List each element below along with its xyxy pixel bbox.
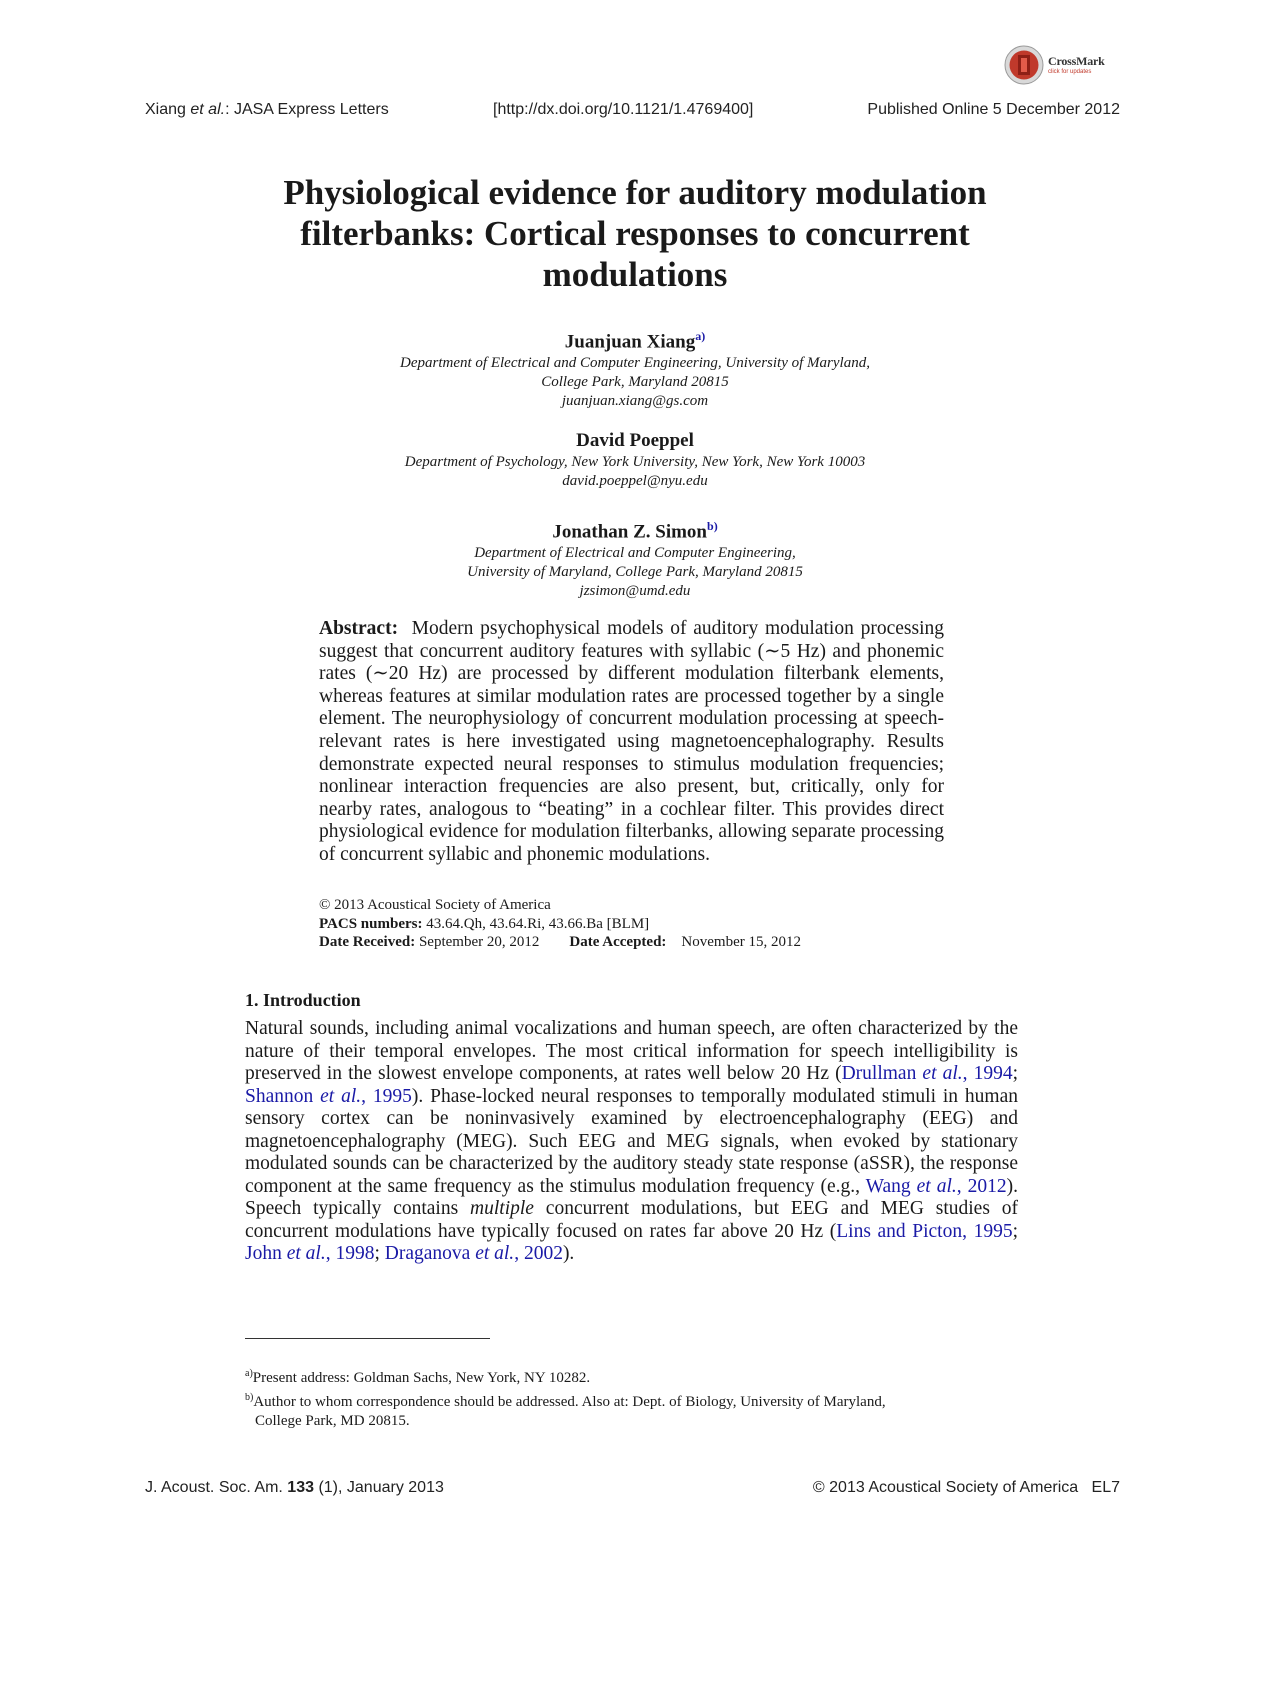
running-footer-journal: J. Acoust. Soc. Am. 133 (1), January 2013 <box>145 1479 444 1496</box>
running-footer-right: © 2013 Acoustical Society of America EL7 <box>812 1479 1120 1496</box>
citation-link[interactable]: Lins and Picton, 1995 <box>836 1220 1013 1242</box>
citation-link[interactable]: Wang et al., 2012 <box>865 1175 1007 1197</box>
footnotes <box>245 1364 1018 1431</box>
author-name: David Poeppel <box>576 430 694 451</box>
crossmark-badge[interactable] <box>1004 44 1116 86</box>
citation-link[interactable]: John et al., 1998 <box>245 1243 375 1265</box>
citation-link[interactable]: Draganova et al., 2002 <box>384 1243 563 1265</box>
paper-title <box>220 172 1050 295</box>
footnote-link[interactable]: b) <box>707 519 718 533</box>
crossmark-sub: click for updates <box>1048 69 1092 75</box>
title-line: modulations <box>542 255 728 294</box>
crossmark-brand: CrossMark <box>1048 54 1105 68</box>
author-name: Juanjuan Xiang$^{a)}$ <box>564 329 706 353</box>
author-affiliation: Department of Electrical and Computer Engineering, <box>474 545 796 562</box>
footnote: $^{a)}$Present address: Goldman Sachs, New York, NY 10282. <box>245 1368 591 1386</box>
dates-line: Date Received: September 20, 2012 Date Accepted: November 15, 2012 <box>319 934 801 950</box>
author-affiliation: Department of Electrical and Computer Engineering, University of Maryland, <box>400 355 870 372</box>
running-header-published: Published Online 5 December 2012 <box>867 101 1120 118</box>
title-line: Physiological evidence for auditory modulation <box>283 173 987 212</box>
citation-link[interactable]: Drullman et al., 1994 <box>841 1063 1013 1085</box>
copyright-line: © 2013 Acoustical Society of America <box>319 897 551 913</box>
author-email: jzsimon@umd.edu <box>579 583 691 600</box>
intro-paragraph: Natural sounds, including animal vocalizations and human speech, are often characterized by the nature of their temporal envelopes. The most critical information for speech intelligibility is preserved in the slowest envelope components, at rates well below 20 Hz (Drullman et al., 1994; Shannon et al., 1995). Phase-locked neural responses to temporally modulated stimuli in human sensory cortex can be noninvasively examined by electroencephalography (EEG) and magnetoencephalography (MEG). Such EEG and MEG signals, when evoked by stationary modulated sounds can be characterized by the auditory steady state response (aSSR), the response component at the same frequency as the stimulus modulation frequency (e.g., Wang et al., 2012). Speech typically contains multiple concurrent modulations, but EEG and MEG studies of concurrent modulations have typically focused on rates far above 20 Hz (Lins and Picton, 1995; John et al., 1998; Draganova et al., 2002). <box>245 1018 1019 1265</box>
author-block <box>240 429 1030 491</box>
page-number: EL7 <box>1091 1479 1120 1496</box>
running-header-doi[interactable]: [http://dx.doi.org/10.1121/1.4769400] <box>493 101 754 118</box>
title-line: filterbanks: Cortical responses to concurrent <box>300 214 970 253</box>
footnote-continuation: College Park, MD 20815. <box>255 1413 410 1429</box>
abstract-text: Modern psychophysical models of auditory modulation processing suggest that concurrent auditory features with syllabic (∼5 Hz) and phonemic rates (∼20 Hz) are processed by different modulation filterbank elements, whereas features at similar modulation rates are processed together by a single element. The neurophysiology of concurrent modulation processing at speech-relevant rates is here investigated using magnetoencephalography. Results demonstrate expected neural responses to stimulus modulation frequencies; nonlinear interaction frequencies are also present, but, critically, only for nearby rates, analogous to “beating” in a cochlear filter. This provides direct physiological evidence for modulation filterbanks, allowing separate processing of concurrent syllabic and phonemic modulations. <box>319 618 944 865</box>
citation-link[interactable]: Shannon et al., 1995 <box>245 1085 412 1107</box>
author-name: Jonathan Z. Simon$^{b)}$ <box>552 519 718 543</box>
abstract-label: Abstract: <box>319 618 399 639</box>
author-block <box>240 324 1030 411</box>
footnote-divider <box>245 1338 490 1339</box>
author-affiliation: Department of Psychology, New York University, New York, New York 10003 <box>404 454 866 470</box>
author-block <box>240 514 1030 601</box>
crossmark-icon <box>1004 45 1044 85</box>
author-email: david.poeppel@nyu.edu <box>562 473 708 489</box>
abstract <box>319 618 944 867</box>
author-email: juanjuan.xiang@gs.com <box>561 393 709 410</box>
section-heading: 1. Introduction <box>245 990 361 1010</box>
article-meta <box>319 896 801 952</box>
running-header-journal: Xiang et al.: JASA Express Letters <box>145 101 389 118</box>
author-affiliation: College Park, Maryland 20815 <box>541 374 729 391</box>
footnote: $^{b)}$Author to whom correspondence should be addressed. Also at: Dept. of Biology, University of Maryland, <box>245 1392 886 1410</box>
footnote-link[interactable]: a) <box>695 329 706 343</box>
pacs-line: PACS numbers: 43.64.Qh, 43.64.Ri, 43.66.Ba [BLM] <box>319 915 650 932</box>
author-affiliation: University of Maryland, College Park, Maryland 20815 <box>467 564 803 581</box>
